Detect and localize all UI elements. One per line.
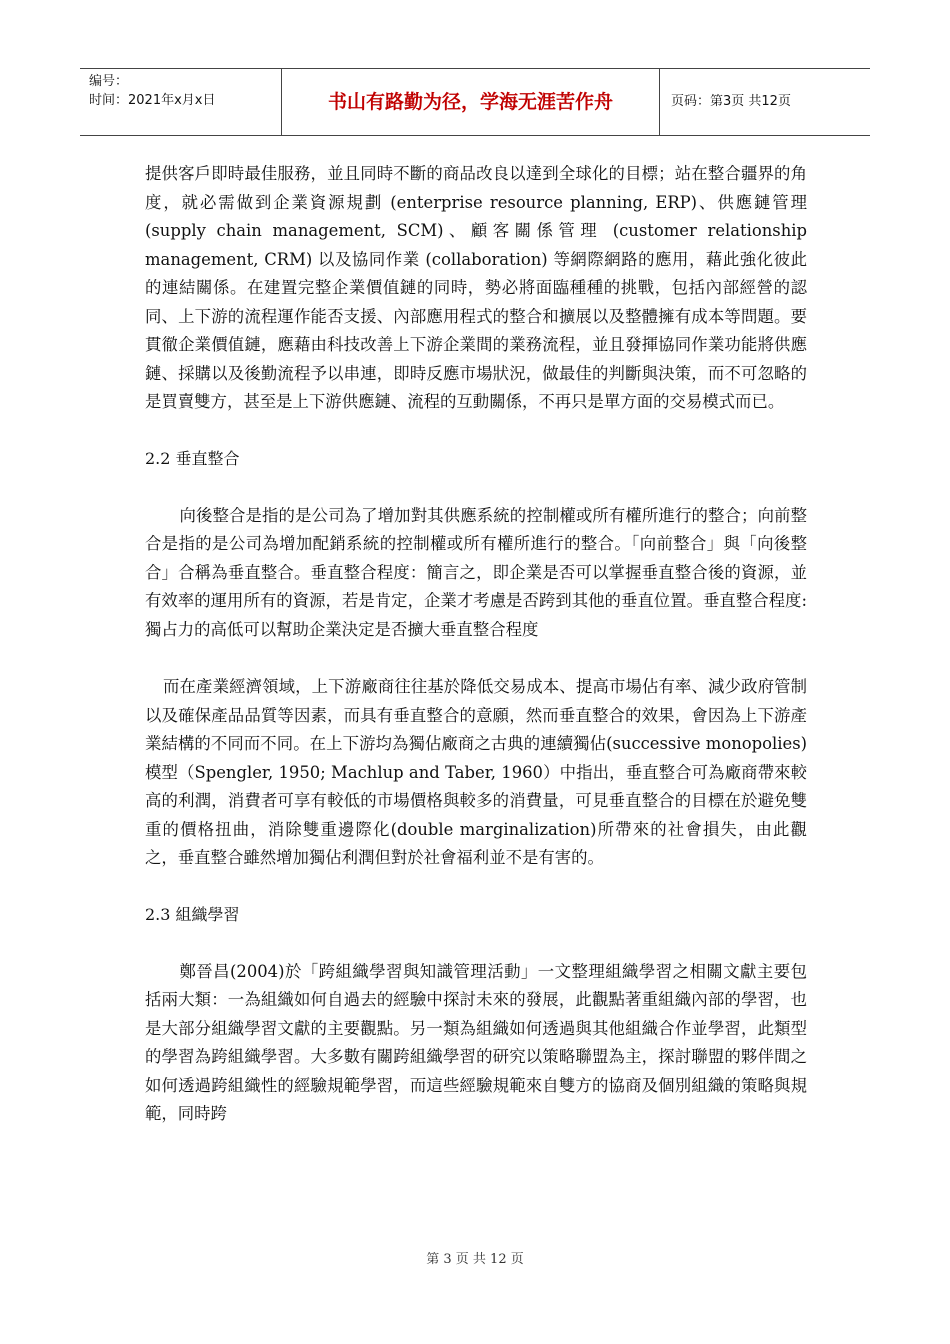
header-number-label: 编号： — [89, 74, 129, 89]
section-heading-organizational-learning: 2.3 組織學習 — [145, 904, 240, 924]
header-page-info: 页码：第3页 共12页 — [671, 94, 791, 109]
paragraph-vertical-integration-definition: 向後整合是指的是公司為了增加對其供應系統的控制權或所有權所進行的整合；向前整合是指的是公司為增加配銷系統的控制權或所有權所進行的整合。「向前整合」與「向後整合」合稱為垂直整合。垂直整合程度：簡言之，即企業是否可以掌握垂直整合後的資源，並有效率的運用所有的資源，若是肯定，企業才考慮是否跨到其他的垂直位置。垂直整合程度:獨占力的高低可以幫助企業決定是否擴大垂直整合程度 — [145, 505, 807, 639]
document-body — [145, 160, 807, 1129]
paragraph-value-chain: 提供客戶即時最佳服務，並且同時不斷的商品改良以達到全球化的目標；站在整合疆界的角度，就必需做到企業資源規劃 (enterprise resource planning, ERP)、供應鏈管理 (supply chain management, SCM)、顧客關係管理 (customer relationship management, CRM) 以及協同作業 (collaboration) 等網際網路的應用，藉此強化彼此的連結關係。在建置完整企業價值鏈的同時，勢必將面臨種種的挑戰，包括內部經營的認同、上下游的流程運作能否支援、內部應用程式的整合和擴展以及整體擁有成本等問題。要貫徹企業價值鏈，應藉由科技改善上下游企業間的業務流程，並且發揮協同作業功能將供應鏈、採購以及後勤流程予以串連，即時反應市場狀況，做最佳的判斷與決策，而不可忽略的是買賣雙方，甚至是上下游供應鏈、流程的互動關係，不再只是單方面的交易模式而已。 — [145, 164, 807, 411]
header-date: 时间：2021年x月x日 — [89, 93, 216, 108]
section-heading-vertical-integration: 2.2 垂直整合 — [145, 448, 240, 468]
header-motto: 书山有路勤为径，学海无涯苦作舟 — [282, 69, 660, 135]
header-meta — [80, 69, 282, 135]
page-footer: 第 3 页 共 12 页 — [426, 1252, 524, 1267]
paragraph-organizational-learning: 鄭晉昌(2004)於「跨組織學習與知識管理活動」一文整理組織學習之相關文獻主要包括兩大類：一為組織如何自過去的經驗中探討未來的發展，此觀點著重組織內部的學習，也是大部分組織學習文獻的主要觀點。另一類為組織如何透過與其他組織合作並學習，此類型的學習為跨組織學習。大多數有關跨組織學習的研究以策略聯盟為主，探討聯盟的夥伴間之如何透過跨組織性的經驗規範學習，而這些經驗規範來自雙方的協商及個別組織的策略與規範，同時跨 — [145, 961, 807, 1123]
page-header — [80, 68, 870, 136]
paragraph-industrial-economics: 而在產業經濟領域，上下游廠商往往基於降低交易成本、提高市場佔有率、減少政府管制以及確保產品品質等因素，而具有垂直整合的意願，然而垂直整合的效果，會因為上下游產業結構的不同而不同。在上下游均為獨佔廠商之古典的連續獨佔(successive monopolies)模型（Spengler, 1950; Machlup and Taber, 1960）中指出，垂直整合可為廠商帶來較高的利潤，消費者可享有較低的市場價格與較多的消費量，可見垂直整合的目標在於避免雙重的價格扭曲，消除雙重邊際化(double marginalization)所帶來的社會損失，由此觀之，垂直整合雖然增加獨佔利潤但對於社會福利並不是有害的。 — [145, 677, 807, 867]
